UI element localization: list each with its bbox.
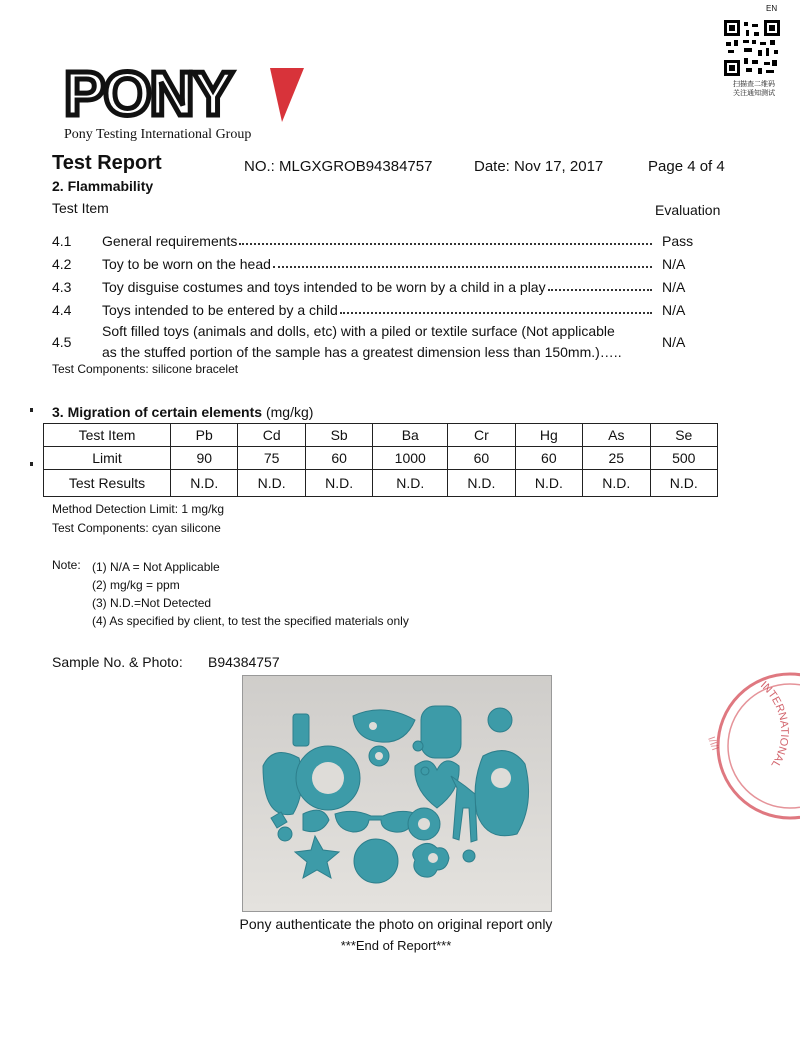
logo-text: PONY — [64, 60, 232, 129]
table-row: Test Results N.D. N.D. N.D. N.D. N.D. N.D. N.D. N.D. — [44, 470, 718, 497]
note-item: (1) N/A = Not Applicable — [92, 560, 220, 574]
list-item: 4.1 General requirements Pass — [52, 233, 694, 249]
margin-mark — [30, 408, 33, 412]
svg-text:INTERNATIONAL — [758, 679, 790, 770]
migration-table — [43, 423, 718, 497]
note-item: (2) mg/kg = ppm — [92, 578, 180, 592]
date-label: Date: — [474, 158, 510, 175]
date-value: Nov 17, 2017 — [514, 158, 604, 175]
svg-text:I/I/I: I/I/I — [705, 735, 721, 753]
qr-caption-line2: 关注通知测试 — [733, 90, 775, 97]
company-stamp — [700, 668, 800, 828]
migration-components: Test Components: cyan silicone — [52, 521, 221, 535]
table-row: Test Item Pb Cd Sb Ba Cr Hg As Se — [44, 424, 718, 447]
notes-list — [92, 558, 409, 630]
report-number-value: MLGXGROB94384757 — [279, 158, 433, 175]
list-item: 4.3 Toy disguise costumes and toys intended to be worn by a child in a play N/A — [52, 279, 686, 295]
company-name: Pony Testing International Group — [64, 127, 252, 142]
flammability-heading: 2. Flammability — [52, 178, 154, 194]
page-number: Page 4 of 4 — [648, 158, 725, 175]
method-detection-limit: Method Detection Limit: 1 mg/kg — [52, 502, 225, 516]
qr-caption-line1: 扫描查二维码 — [733, 81, 775, 88]
flammability-components: Test Components: silicone bracelet — [52, 362, 239, 376]
table-row: Limit 90 75 60 1000 60 60 25 500 — [44, 447, 718, 470]
list-item: 4.5 Soft filled toys (animals and dolls, etc) with a piled or textile surface (Not applicable as the stuffed portion of the sample has a greatest dimension less than 150mm.)….. N/A — [52, 323, 686, 360]
qr-code — [724, 20, 780, 76]
note-item: (3) N.D.=Not Detected — [92, 596, 212, 610]
note-item: (4) As specified by client, to test the specified materials only — [92, 614, 409, 628]
note-label: Note: — [52, 558, 81, 572]
photo-caption: Pony authenticate the photo on original report only — [239, 916, 553, 932]
end-of-report: ***End of Report*** — [340, 938, 452, 953]
stamp-text: INTERNATIONAL — [757, 679, 791, 770]
language-code: EN — [766, 4, 778, 13]
sample-number: B94384757 — [208, 654, 280, 670]
evaluation-header: Evaluation — [655, 202, 721, 218]
pony-logo — [64, 62, 294, 128]
report-number-label: NO.: — [244, 158, 275, 175]
report-number — [244, 158, 432, 175]
logo-triangle-icon — [270, 68, 304, 122]
list-item: 4.4 Toys intended to be entered by a child N/A — [52, 302, 686, 318]
margin-mark — [30, 462, 33, 466]
sample-label: Sample No. & Photo: — [52, 654, 183, 670]
report-title: Test Report — [52, 152, 162, 174]
sample-photo — [242, 675, 552, 912]
list-item: 4.2 Toy to be worn on the head N/A — [52, 256, 686, 272]
test-item-header: Test Item — [52, 200, 109, 216]
flammability-list — [52, 226, 732, 364]
migration-heading: 3. Migration of certain elements (mg/kg) — [52, 404, 314, 420]
report-date — [474, 158, 603, 175]
